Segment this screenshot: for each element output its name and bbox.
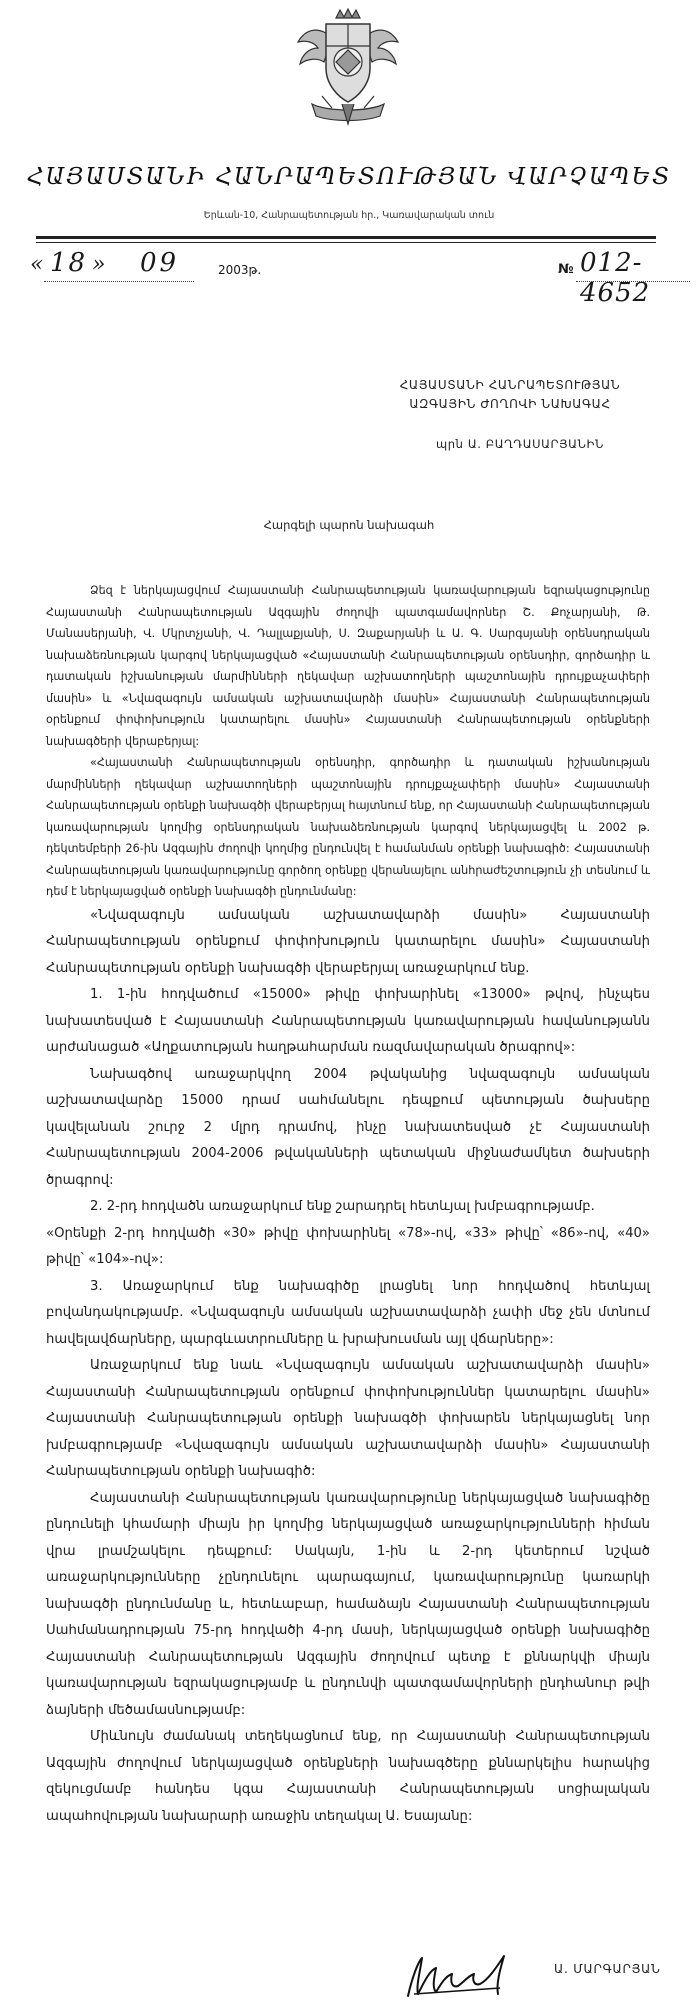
organization-address: Երևան-10, Հանրապետության հր., Կառավարական տուն <box>203 210 495 221</box>
date-number-line <box>30 248 670 308</box>
body-paragraph: «Օրենքի 2-րդ հոդվածի «30» թիվը փոխարինել «78»-ով, «33» թիվը՝ «86»-ով, «40» թիվը՝ «104»-ով»: <box>46 1225 650 1267</box>
body-paragraph: 2. 2-րդ հոդվածն առաջարկում ենք շարադրել հետևյալ խմբագրությամբ. <box>90 1199 595 1214</box>
organization-name: ՀԱՅԱՍՏԱՆԻ ՀԱՆՐԱՊԵՏՈՒԹՅԱՆ ՎԱՐՉԱՊԵՏ <box>26 164 672 190</box>
recipient-name: պրն Ա. ԲԱՂԴԱՍԱՐՅԱՆԻՆ <box>435 437 605 451</box>
handwritten-signature <box>400 1948 520 2004</box>
body-paragraph: 1. 1-ին հոդվածում «15000» թիվը փոխարինել «13000» թվով, ինչպես նախատեսված է Հայաստանի Հանրապետության կառավարության հավանությանն արժանացած «Աղքատության հաղթահարման ռազմավարական ծրագրով»: <box>46 987 650 1055</box>
recipient-line-1: ՀԱՅԱՍՏԱՆԻ ՀԱՆՐԱՊԵՏՈՒԹՅԱՆ <box>399 378 621 392</box>
header-rule-thin <box>36 242 656 243</box>
header-rule-thick <box>36 236 656 239</box>
body-paragraph: Հայաստանի Հանրապետության կառավարությունը ներկայացված նախագիծը ընդունելի կհամարի միայն իր կողմից ներկայացված առաջարկությունների հիման վրա լրամշակելու դեպքում: Սակայն, 1-ին և 2-րդ կետերում նշված առաջարկությունները չընդունելու պարագայում, կառավարությունը կառարկի նախագծի ընդունմանը և, հետևաբար, համաձայն Հայաստանի Հանրապետության Սահմանադրության 75-րդ հոդվածի 4-րդ մասի, ներկայացված օրենքի նախագիծը Հայաստանի Հանրապետության Ազգային ժողովում պետք է քննարկվի միայն կառավարության եզրակացությամբ և ընդունվի պատգամավորների ընդհանուր թվի ձայների մեծամասնությամբ: <box>46 1490 650 1718</box>
signer-name: Ա. ՄԱՐԳԱՐՅԱՆ <box>554 1962 661 1976</box>
date-underline <box>44 281 194 282</box>
body-paragraph: Միևնույն ժամանակ տեղեկացնում ենք, որ Հայաստանի Հանրապետության Ազգային ժողովում ներկայացված օրենքների նախագծերը քննարկելիս հարակից զեկուցմամբ հանդես կգա Հայաստանի Հանրապետության սոցիալական ապահովության նախարարի առաջին տեղակալ Ա. Եսայանը: <box>46 1729 650 1824</box>
number-underline <box>576 281 690 282</box>
number-label: № <box>558 262 574 277</box>
body-paragraph: «Նվազագույն ամսական աշխատավարձի մասին» Հայաստանի Հանրապետության օրենքում փոփոխություն կատարելու մասին» Հայաստանի Հանրապետության օրենքի նախագծի վերաբերյալ առաջարկում ենք. <box>46 907 650 976</box>
body-paragraph: Ձեզ է ներկայացվում Հայաստանի Հանրապետության կառավարության եզրակացությունը Հայաստանի Հանրապետության Ազգային ժողովի պատգամավորներ Շ. Քոչարյանի, Թ. Մանասերյանի, Վ. Մկրտչյանի, Վ. Դալլաքյանի, Ս. Զաքարյանի և Ա. Գ. Սարգսյանի օրենսդրական նախաձեռնության կարգով ներկայացված «Հայաստանի Հանրապետության օրենսդիր, գործադիր և դատական իշխանության մարմինների ղեկավար աշխատողների պաշտոնային դրույքաչափերի մասին» և «Նվազագույն ամսական աշխատավարձի մասին» Հայաստանի Հանրապետության օրենքում փոփոխություն կատարելու մասին» Հայաստանի Հանրապետության օրենքների նախագծերի վերաբերյալ: <box>46 584 650 748</box>
date-open-quote: « <box>30 252 44 277</box>
body-paragraph: 3. Առաջարկում ենք նախագիծը լրացնել նոր հոդվածով հետևյալ բովանդակությամբ. «Նվազագույն ամսական աշխատավարձի չափի մեջ չեն մտնում հավելավճարները, պարգևատրումները և խրախուսման այլ վճարները»: <box>46 1278 650 1347</box>
letter-body <box>46 580 650 1830</box>
body-paragraph: Առաջարկում ենք նաև «Նվազագույն ամսական աշխատավարձի մասին» Հայաստանի Հանրապետության օրենքում փոփոխություններ կատարելու մասին» Հայաստանի Հանրապետության օրենքի նախագծի փոխարեն ներկայացնել նոր խմբագրությամբ «Նվազագույն ամսական աշխատավարձի մասին» Հայաստանի Հանրապետության օրենքի նախագիծ: <box>46 1358 650 1479</box>
document-number: 012-4652 <box>580 248 651 308</box>
date-day: 18 <box>50 248 88 278</box>
salutation: Հարգելի պարոն նախագահ <box>263 518 435 532</box>
recipient-line-2: ԱԶԳԱՅԻՆ ԺՈՂՈՎԻ ՆԱԽԱԳԱՀ <box>409 397 611 411</box>
date-close-quote: » <box>92 252 106 277</box>
date-month: 09 <box>140 248 180 278</box>
body-paragraph: «Հայաստանի Հանրապետության օրենսդիր, գործադիր և դատական իշխանության մարմինների ղեկավար աշխատողների պաշտոնային դրույքաչափերի մասին» Հայաստանի Հանրապետության օրենքի նախագծի վերաբերյալ հայտնում ենք, որ Հայաստանի Հանրապետության կառավարության կողմից օրենսդրական նախաձեռնության կարգով ներկայացվել և 2002 թ. դեկտեմբերի 26-ին Ազգային ժողովի կողմից ընդունվել է համանման օրենքի նախագիծ: Հայաստանի Հանրապետության կառավարությունը գործող օրենքը վերանայելու անհրաժեշտություն չի տեսնում և դեմ է ներկայացված օրենքի նախագծի ընդունմանը: <box>46 756 650 898</box>
date-year: 2003թ. <box>218 263 262 277</box>
body-paragraph: Նախագծով առաջարկվող 2004 թվականից նվազագույն ամսական աշխատավարձը 15000 դրամ սահմանելու դեպքում պետության ծախսերը կավելանան շուրջ 2 մլրդ դրամով, ինչը նախատեսված չէ Հայաստանի Հանրապետության 2004-2006 թվականների պետական միջնաժամկետ ծախսերի ծրագրով: <box>46 1066 650 1188</box>
coat-of-arms-icon <box>292 8 404 126</box>
